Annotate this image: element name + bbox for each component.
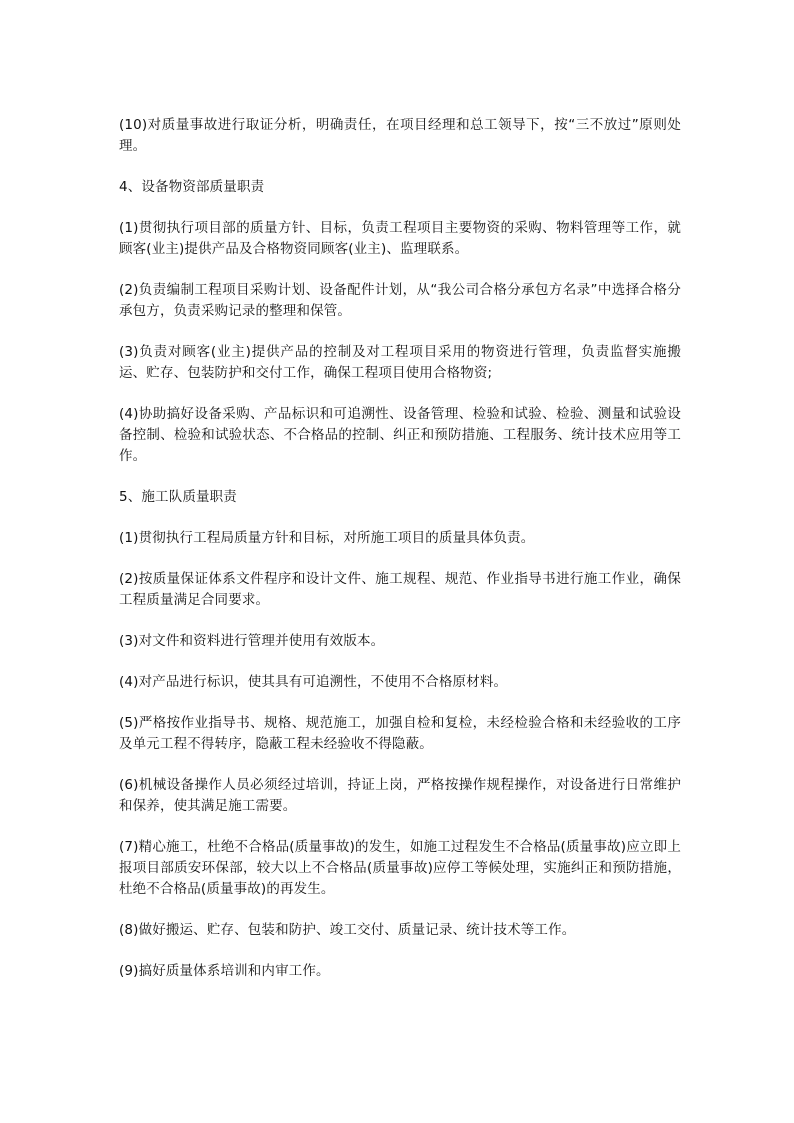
document-body bbox=[119, 115, 681, 982]
paragraph-team-6: (6)机械设备操作人员必须经过培训，持证上岗，严格按操作规程操作，对设备进行日常维护和保养，使其满足施工需要。 bbox=[119, 777, 681, 814]
paragraph-10-accident-analysis: (10)对质量事故进行取证分析，明确责任，在项目经理和总工领导下，按“三不放过”原则处理。 bbox=[119, 117, 681, 154]
paragraph-equipment-2: (2)负责编制工程项目采购计划、设备配件计划，从“我公司合格分承包方名录”中选择合格分承包方，负责采购记录的整理和保管。 bbox=[119, 282, 681, 319]
paragraph-team-9: (9)搞好质量体系培训和内审工作。 bbox=[119, 963, 330, 979]
paragraph-equipment-3: (3)负责对顾客(业主)提供产品的控制及对工程项目采用的物资进行管理，负责监督实施搬运、贮存、包装防护和交付工作，确保工程项目使用合格物资; bbox=[119, 344, 681, 381]
paragraph-team-4: (4)对产品进行标识，使其具有可追溯性，不使用不合格原材料。 bbox=[119, 674, 508, 690]
section-heading-equipment-materials: 4、设备物资部质量职责 bbox=[119, 179, 265, 195]
paragraph-team-2: (2)按质量保证体系文件程序和设计文件、施工规程、规范、作业指导书进行施工作业，确保工程质量满足合同要求。 bbox=[119, 571, 681, 608]
paragraph-equipment-1: (1)贯彻执行项目部的质量方针、目标，负责工程项目主要物资的采购、物料管理等工作，就顾客(业主)提供产品及合格物资同顾客(业主)、监理联系。 bbox=[119, 220, 681, 257]
paragraph-equipment-4: (4)协助搞好设备采购、产品标识和可追溯性、设备管理、检验和试验、检验、测量和试验设备控制、检验和试验状态、不合格品的控制、纠正和预防措施、工程服务、统计技术应用等工作。 bbox=[119, 406, 681, 464]
paragraph-team-7: (7)精心施工，杜绝不合格品(质量事故)的发生，如施工过程发生不合格品(质量事故)应立即上报项目部质安环保部，较大以上不合格品(质量事故)应停工等候处理，实施纠正和预防措施，杜绝不合格品(质量事故)的再发生。 bbox=[119, 839, 681, 897]
paragraph-team-8: (8)做好搬运、贮存、包装和防护、竣工交付、质量记录、统计技术等工作。 bbox=[119, 922, 576, 938]
paragraph-team-5: (5)严格按作业指导书、规格、规范施工，加强自检和复检，未经检验合格和未经验收的工序及单元工程不得转序，隐蔽工程未经验收不得隐蔽。 bbox=[119, 715, 681, 752]
paragraph-team-3: (3)对文件和资料进行管理并使用有效版本。 bbox=[119, 633, 385, 649]
paragraph-team-1: (1)贯彻执行工程局质量方针和目标，对所施工项目的质量具体负责。 bbox=[119, 530, 535, 546]
section-heading-construction-team: 5、施工队质量职责 bbox=[119, 489, 237, 505]
